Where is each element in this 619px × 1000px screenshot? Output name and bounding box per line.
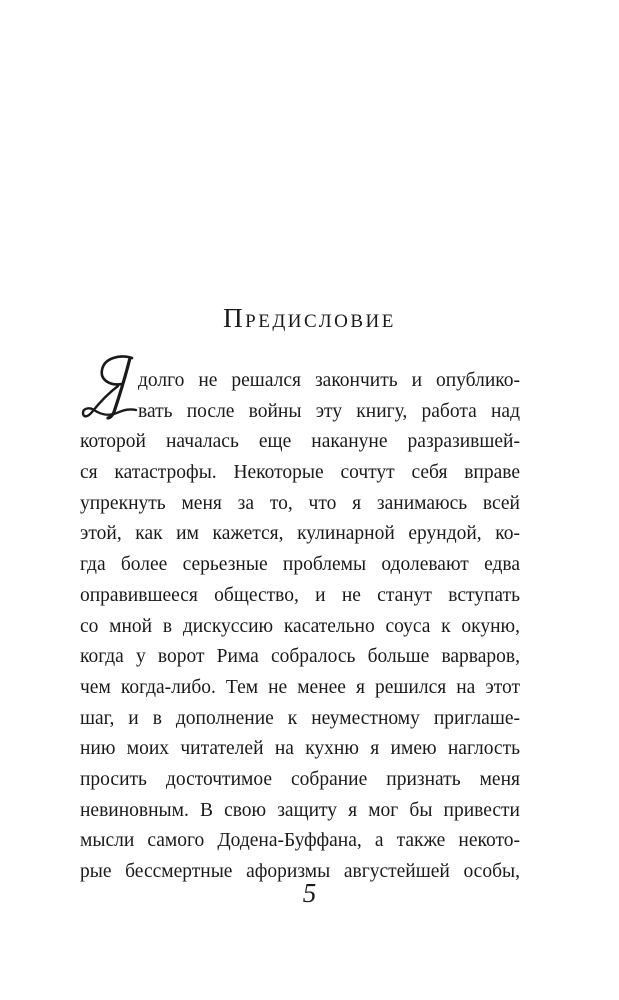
text-line: шаг, и в дополнение к неуместному приглаше- [80, 707, 520, 729]
text-line: чем когда-либо. Тем не менее я решился на этот [80, 676, 520, 698]
text-line: упрекнуть меня за то, что я занимаюсь всей [80, 492, 520, 514]
text-line: этой, как им кажется, кулинарной ерундой, ко- [80, 523, 520, 545]
text-line: нию моих читателей на кухню я имею наглость [80, 738, 520, 760]
text-line: которой началась еще накануне разразившей- [80, 431, 520, 453]
text-line: невиновным. В свою защиту я мог бы привести [80, 799, 520, 821]
text-line: рые бессмертные афоризмы августейшей особы, [80, 861, 520, 882]
text-line: долго не решался закончить и опублико- [138, 370, 520, 391]
text-line: оправившееся общество, и не станут вступать [80, 584, 520, 606]
text-line: гда более серьезные проблемы одолевают едва [80, 554, 520, 576]
text-line: со мной в дискуссию касательно соуса к окуню, [80, 615, 520, 637]
text-line: просить досточтимое собрание признать меня [80, 768, 520, 790]
preface-paragraph [80, 366, 520, 888]
text-line: мысли самого Додена-Буффана, а также некото- [80, 830, 520, 852]
chapter-title: Предисловие [223, 303, 396, 333]
text-line: ся катастрофы. Некоторые сочтут себя вправе [80, 462, 520, 484]
text-line: вать после войны эту книгу, работа над [138, 400, 520, 422]
text-line: когда у ворот Рима собралось больше варваров, [80, 646, 520, 668]
page-number: 5 [302, 878, 317, 908]
